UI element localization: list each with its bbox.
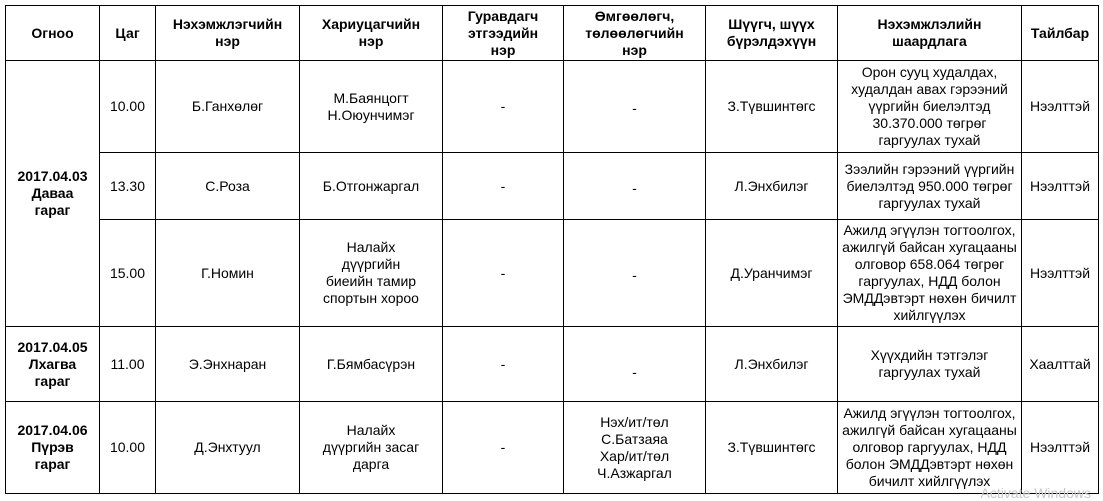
- claim-cell: Ажилд эгүүлэн тогтоолгох, ажилгүй байсан хугацааны олговор гаргуулах, НДД болон ЭМДДэвтэрт нөхөн бичилт хийлгүүлэх: [838, 402, 1022, 494]
- header-defendant: Хариуцагчийн нэр: [300, 6, 443, 61]
- header-date: Огноо: [6, 6, 100, 61]
- note-cell: Нээлттэй: [1022, 61, 1099, 153]
- lawyer-cell: -: [564, 220, 706, 327]
- claim-cell: Зээлийн гэрээний үүргийн биелэлтэд 950.000 төгрөг гаргуулах тухай: [838, 153, 1022, 220]
- lawyer-cell: -: [564, 153, 706, 220]
- table-row: [6, 327, 1099, 402]
- time-cell: 10.00: [100, 61, 156, 153]
- header-judge: Шүүгч, шүүх бүрэлдэхүүн: [706, 6, 838, 61]
- date-cell: 2017.04.05 Лхагва гараг: [6, 327, 100, 402]
- judge-cell: З.Түвшинтөгс: [706, 61, 838, 153]
- note-cell: Нээлттэй: [1022, 402, 1099, 494]
- header-note: Тайлбар: [1022, 6, 1099, 61]
- note-cell: Хаалттай: [1022, 327, 1099, 402]
- note-cell: Нээлттэй: [1022, 220, 1099, 327]
- claim-cell: Хүүхдийн тэтгэлэг гаргуулах тухай: [838, 327, 1022, 402]
- judge-cell: Д.Уранчимэг: [706, 220, 838, 327]
- header-lawyer: Өмгөөлөгч, төлөөлөгчийн нэр: [564, 6, 706, 61]
- time-cell: 15.00: [100, 220, 156, 327]
- defendant-cell: Г.Бямбасүрэн: [300, 327, 443, 402]
- defendant-cell: Б.Отгонжаргал: [300, 153, 443, 220]
- header-row: [6, 6, 1099, 61]
- plaintiff-cell: Б.Ганхөлөг: [156, 61, 300, 153]
- time-cell: 10.00: [100, 402, 156, 494]
- plaintiff-cell: Д.Энхтуул: [156, 402, 300, 494]
- header-third-party: Гуравдагч этгээдийн нэр: [443, 6, 564, 61]
- claim-cell: Ажилд эгүүлэн тогтоолгох, ажилгүй байсан хугацааны олговор 658.064 төгрөг гаргуулах, НДД болон ЭМДДэвтэрт нөхөн бичилт хийлгүүлэх: [838, 220, 1022, 327]
- date-cell: 2017.04.06 Пүрэв гараг: [6, 402, 100, 494]
- judge-cell: Л.Энхбилэг: [706, 327, 838, 402]
- court-schedule-table: [5, 5, 1099, 494]
- table-row: [6, 402, 1099, 494]
- plaintiff-cell: С.Роза: [156, 153, 300, 220]
- lawyer-cell: Нэх/ит/төл С.Батзаяа Хар/ит/төл Ч.Азжаргал: [564, 402, 706, 494]
- date-cell: 2017.04.03 Даваа гараг: [6, 61, 100, 327]
- claim-cell: Орон сууц худалдах, худалдан авах гэрээний үүргийн биелэлтэд 30.370.000 төгрөг гаргуулах тухай: [838, 61, 1022, 153]
- defendant-cell: Налайх дүүргийн биеийн тамир спортын хороо: [300, 220, 443, 327]
- activate-windows-watermark: Activate Windows: [980, 485, 1091, 501]
- third-party-cell: -: [443, 402, 564, 494]
- time-cell: 13.30: [100, 153, 156, 220]
- judge-cell: З.Түвшинтөгс: [706, 402, 838, 494]
- header-plaintiff: Нэхэмжлэгчийн нэр: [156, 6, 300, 61]
- plaintiff-cell: Э.Энхнаран: [156, 327, 300, 402]
- header-claim: Нэхэмжлэлийн шаардлага: [838, 6, 1022, 61]
- lawyer-cell: -: [564, 327, 706, 402]
- table-row: [6, 153, 1099, 220]
- time-cell: 11.00: [100, 327, 156, 402]
- third-party-cell: -: [443, 61, 564, 153]
- table-row: [6, 61, 1099, 153]
- defendant-cell: М.Баянцогт Н.Оюунчимэг: [300, 61, 443, 153]
- third-party-cell: -: [443, 327, 564, 402]
- header-time: Цаг: [100, 6, 156, 61]
- judge-cell: Л.Энхбилэг: [706, 153, 838, 220]
- plaintiff-cell: Г.Номин: [156, 220, 300, 327]
- third-party-cell: -: [443, 220, 564, 327]
- third-party-cell: -: [443, 153, 564, 220]
- table-row: [6, 220, 1099, 327]
- lawyer-cell: -: [564, 61, 706, 153]
- defendant-cell: Налайх дүүргийн засаг дарга: [300, 402, 443, 494]
- note-cell: Нээлттэй: [1022, 153, 1099, 220]
